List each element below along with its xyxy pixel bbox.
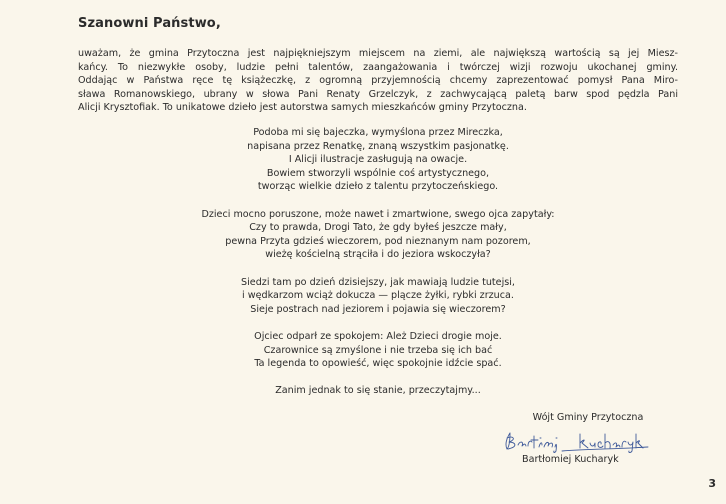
poem-line: i wędkarzom wciąż dokucza — plącze żyłki, rybki zrzuca.	[242, 290, 514, 302]
signature-block	[498, 412, 658, 465]
intro-line: sława Romanowskiego, ubrany w słowa Pani Renaty Grzelczyk, z zachwycającą paletą barw spod pędzla Pani	[78, 88, 678, 100]
intro-line: uważam, że gmina Przytoczna jest najpiękniejszym miejscem na ziemi, ale największą wartością są jej Miesz-	[78, 48, 678, 59]
poem	[78, 126, 678, 411]
poem-line: Bowiem stworzyli wspólnie coś artystycznego,	[266, 167, 490, 179]
poem-line: Ojciec odparł ze spokojem: Ależ Dzieci drogie moje.	[254, 330, 502, 342]
intro-line: Oddając w Państwa ręce tę książeczkę, z ogromną przyjemnością chcemy zaprezentować pomysł Pana Miro-	[78, 75, 678, 87]
poem-line: napisana przez Renatkę, znaną wszystkim pasjonatkę.	[247, 140, 509, 152]
poem-line: tworząc wielkie dzieło z talentu przytoczeńskiego.	[257, 181, 499, 193]
handwritten-signature-icon	[498, 425, 658, 455]
poem-line: Czy to prawda, Drogi Tato, że gdy byłeś jeszcze mały,	[249, 222, 507, 234]
poem-stanza	[78, 276, 678, 317]
poem-line: Siedzi tam po dzień dzisiejszy, jak mawiają ludzie tutejsi,	[241, 276, 515, 288]
intro-line: kańcy. To niezwykłe osoby, ludzie pełni talentów, zaangażowania i twórczej wizji rozwoju ukochanej gminy.	[78, 61, 678, 73]
poem-line: I Alicji ilustracje zasługują na owacje.	[288, 154, 468, 166]
poem-line: Ta legenda to opowieść, więc spokojnie idźcie spać.	[254, 358, 502, 370]
poem-line: Zanim jednak to się stanie, przeczytajmy...	[275, 385, 481, 397]
page-number: 3	[708, 477, 716, 490]
intro-paragraph	[78, 47, 678, 115]
signature-title: Wójt Gminy Przytoczna	[532, 412, 644, 423]
greeting-heading: Szanowni Państwo,	[78, 16, 221, 31]
poem-closing	[78, 384, 678, 398]
poem-line: Sieje postrach nad jeziorem i pojawia się wieczorem?	[250, 303, 506, 315]
poem-line: Dzieci mocno poruszone, może nawet i zmartwione, swego ojca zapytały:	[201, 208, 555, 220]
poem-line: Czarownice są zmyślone i nie trzeba się ich bać	[263, 344, 493, 356]
poem-line: wieżę kościelną strąciła i do jeziora wskoczyła?	[265, 249, 491, 261]
poem-line: Podoba mi się bajeczka, wymyślona przez Mireczka,	[253, 127, 503, 138]
poem-line: pewna Przyta gdzieś wieczorem, pod nieznanym nam pozorem,	[225, 235, 531, 247]
intro-line: Alicji Krysztofiak. To unikatowe dzieło jest autorstwa samych mieszkańców gminy Przytoczna.	[78, 102, 527, 114]
poem-stanza	[78, 208, 678, 262]
poem-stanza	[78, 126, 678, 194]
poem-stanza	[78, 330, 678, 371]
signature-name: Bartłomiej Kucharyk	[522, 454, 619, 465]
